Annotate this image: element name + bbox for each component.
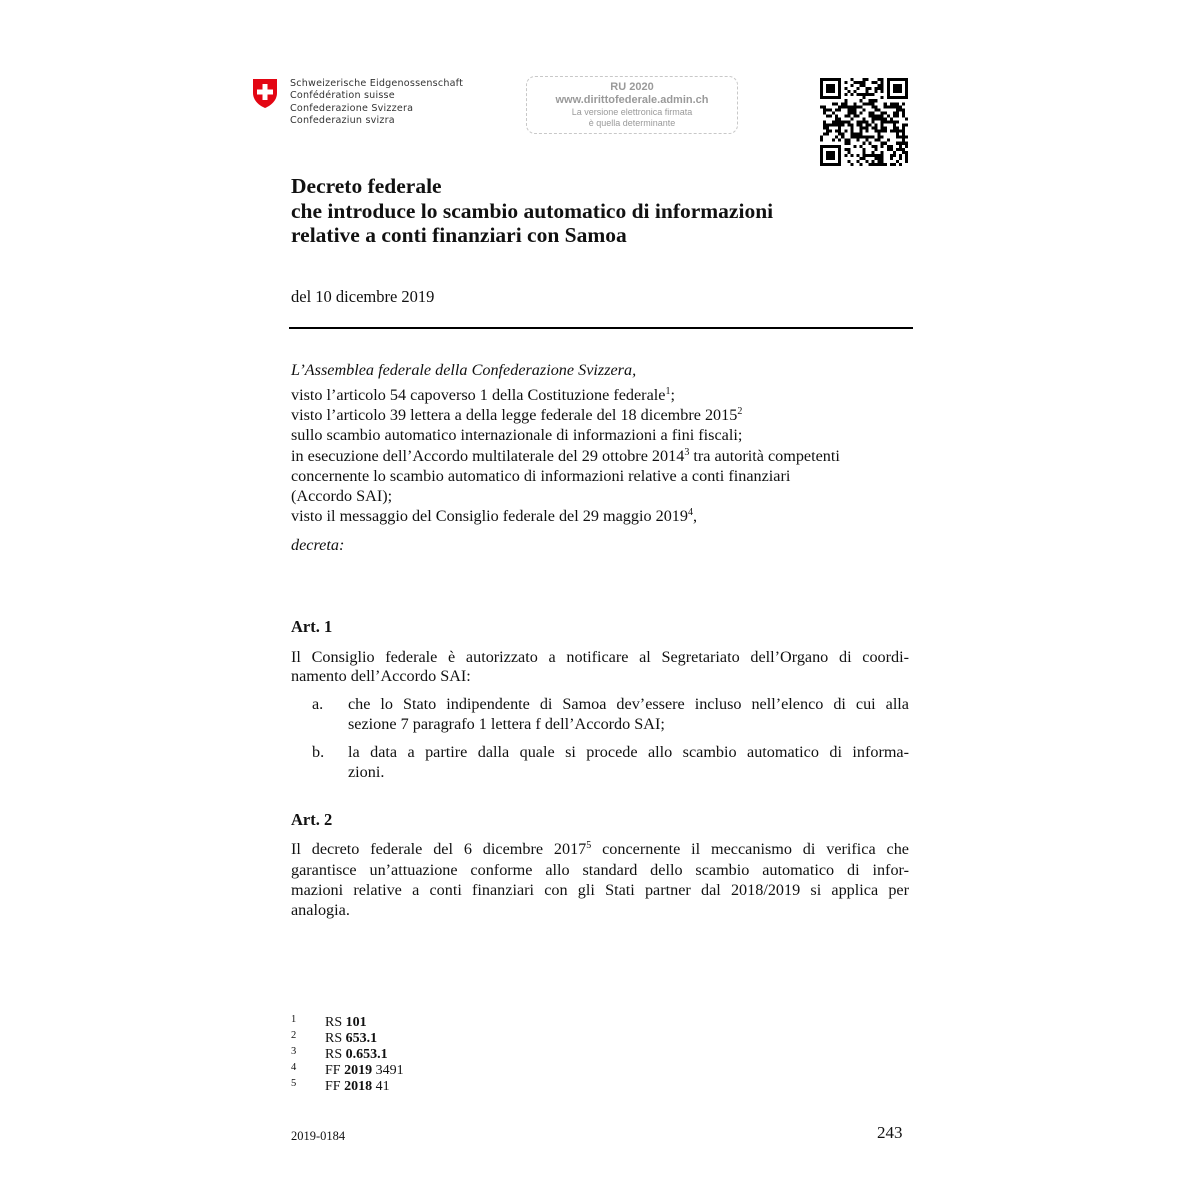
stamp-collection: RU 2020 (610, 81, 654, 93)
preamble-line: (Accordo SAI); (291, 487, 393, 505)
preamble-line: sullo scambio automatico internazionale di informazioni a fini fiscali; (291, 426, 743, 444)
preamble-intro: L’Assemblea federale della Confederazione Svizzera, (291, 361, 637, 379)
list-item-text: zioni. (348, 763, 385, 781)
article-text: garantisce un’attuazione conforme allo standard dello scambio automatico di infor- (291, 861, 909, 879)
footnote-number: 2 (291, 1030, 297, 1041)
preamble-line: visto l’articolo 54 capoverso 1 della Costituzione federale$^1$; (291, 386, 675, 404)
qr-code-icon (820, 78, 908, 166)
article-text: Il decreto federale del 6 dicembre 2017$^5$ concernente il meccanismo di verifica che (291, 840, 909, 858)
preamble-decreta: decreta: (291, 536, 345, 554)
footnote-ref[interactable]: 3 (684, 447, 690, 458)
article-text: mazioni relative a conti finanziari con gli Stati partner dal 2018/2019 si applica per (291, 881, 909, 899)
stamp-note-1: La versione elettronica firmata (571, 107, 693, 117)
preamble-line: visto il messaggio del Consiglio federale del 29 maggio 2019$^4$, (291, 507, 698, 525)
confederation-name-rm: Confederaziun svizra (290, 114, 395, 126)
title-line: relative a conti finanziari con Samoa (291, 223, 627, 247)
footnote-number: 3 (291, 1046, 297, 1057)
stamp-url: www.dirittofederale.admin.ch (555, 94, 709, 106)
article-text: analogia. (291, 901, 350, 919)
article-heading: Art. 2 (291, 810, 333, 829)
confederation-name-fr: Confédération suisse (290, 90, 395, 102)
confederation-name-it: Confederazione Svizzera (290, 102, 414, 114)
footnote-number: 1 (291, 1014, 297, 1025)
preamble-line: concernente lo scambio automatico di informazioni relative a conti finanziari (291, 467, 791, 485)
title-line: che introduce lo scambio automatico di informazioni (291, 198, 774, 223)
footnote-ref[interactable]: 1 (665, 386, 671, 397)
article-text: namento dell’Accordo SAI: (291, 667, 471, 685)
list-item-text: sezione 7 paragrafo 1 lettera f dell’Accordo SAI; (348, 715, 665, 733)
footnote-number: 4 (291, 1062, 297, 1073)
official-edition-stamp (526, 76, 738, 134)
footnote-ref[interactable]: 5 (586, 840, 592, 851)
footnote-number: 5 (291, 1078, 297, 1089)
list-item-label: a. (312, 695, 324, 713)
swiss-coat-of-arms-icon (252, 78, 278, 109)
confederation-name-de: Schweizerische Eidgenossenschaft (290, 78, 464, 89)
preamble-line: in esecuzione dell’Accordo multilaterale del 29 ottobre 2014$^3$ tra autorità competenti (291, 447, 840, 465)
list-item-text: la data a partire dalla quale si procede allo scambio automatico di informa- (348, 743, 909, 761)
title-line: Decreto federale (291, 174, 442, 198)
preamble-line: visto l’articolo 39 lettera a della legge federale del 18 dicembre 2015$^2$ (291, 406, 743, 424)
page-number: 243 (877, 1123, 903, 1142)
article-text: Il Consiglio federale è autorizzato a notificare al Segretariato dell’Organo di coordi- (291, 648, 909, 666)
document-reference-code: 2019-0184 (291, 1129, 346, 1143)
list-item-text: che lo Stato indipendente di Samoa dev’essere incluso nell’elenco di cui alla (348, 695, 909, 713)
footnote-ref[interactable]: 4 (687, 507, 693, 518)
document-date: del 10 dicembre 2019 (291, 287, 435, 306)
article-heading: Art. 1 (291, 617, 333, 636)
confederation-names (290, 78, 463, 127)
list-item-label: b. (312, 743, 325, 761)
stamp-note-2: è quella determinante (588, 118, 676, 128)
title-divider (289, 327, 913, 329)
document-title (291, 174, 773, 248)
footnote-ref[interactable]: 2 (737, 406, 743, 417)
